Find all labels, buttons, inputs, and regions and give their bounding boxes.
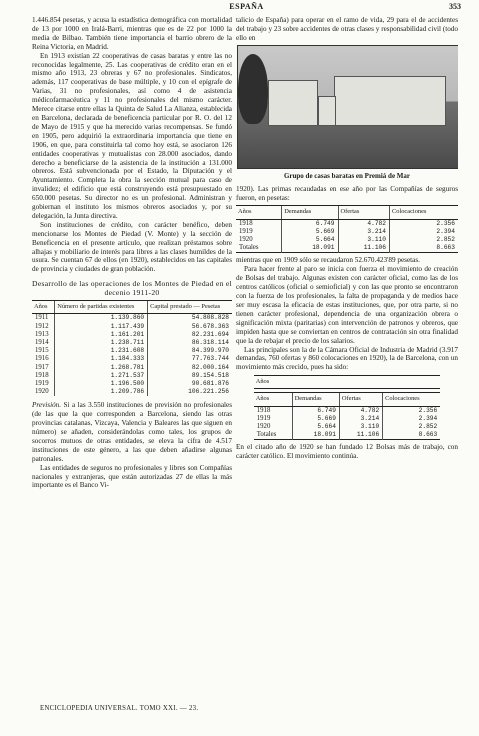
table-cell: 1919	[239, 227, 253, 235]
table-cell: 1920	[35, 388, 49, 396]
section-label: Previsión.	[32, 401, 62, 410]
table-cell: 1919	[35, 379, 49, 387]
left-column	[32, 16, 232, 700]
table-cell: 3.110	[338, 236, 389, 244]
paragraph: mientras que en 1909 sólo se recaudaron 52.670.423'89 pesetas.	[236, 256, 420, 265]
table-cell: 1917	[35, 363, 49, 371]
montes-table-title: Desarrollo de las operaciones de los Montes de Piedad en el decenio 1911-20	[32, 279, 232, 298]
table-cell: 1.231.608	[55, 347, 148, 355]
table-row	[32, 314, 232, 323]
paragraph: Las entidades de seguros no profesionales y libres son Compañías nacionales y extranjeras, que están autorizadas 27 de ellas la más importante es el Banco Vi-	[32, 463, 232, 490]
page-footer: ENCICLOPEDIA UNIVERSAL. TOMO XXI. — 23.	[40, 705, 199, 712]
table-row	[32, 355, 232, 363]
column-header: Demandas	[282, 206, 338, 219]
table-cell: 6.749	[282, 219, 338, 228]
total-cell: 18.091	[282, 244, 338, 253]
table-row	[32, 323, 232, 331]
total-label: Totales	[239, 244, 259, 252]
paragraph: 1.446.854 pesetas, y acusa la estadística demográfica con mortalidad de 13 por 1000 en Iralá-Barri, mientras que es de 22 por 1000 la media de Bilbao. También tiene importancia el barrio obrero de la Reina Victoria, en Madrid.	[32, 16, 232, 51]
table-cell: 56.678.363	[148, 323, 232, 331]
bolsas-trabajo-table	[254, 375, 440, 389]
photo-casas-baratas	[237, 45, 458, 169]
total-label: Totales	[256, 431, 277, 439]
page-number: 353	[449, 2, 461, 11]
table-row	[254, 423, 440, 431]
table-cell: 1916	[35, 355, 49, 363]
column-header: Ofertas	[339, 393, 382, 406]
tree-shape	[238, 54, 268, 124]
paragraph	[32, 401, 232, 463]
column-header: Años	[254, 393, 292, 406]
table-row	[32, 388, 232, 396]
paragraph: Las principales son la de la Cámara Oficial de Industria de Madrid (3.917 demandas, 760 ofertas y 860 colocaciones en 1920), la de Barcelona, con un movimiento más crecido, pues ha sido:	[236, 345, 458, 372]
table-cell: 6.749	[292, 406, 339, 415]
building-shape	[318, 96, 336, 126]
table-cell: 5.669	[282, 228, 338, 236]
table-cell: 2.356	[389, 219, 458, 228]
total-cell: 8.663	[383, 431, 441, 440]
column-header: Colocaciones	[383, 393, 441, 406]
table-cell: 1920	[239, 236, 253, 244]
table-cell: 1.268.781	[55, 364, 148, 372]
table-cell: 1.196.500	[55, 380, 148, 388]
paragraph: 1920). Las primas recaudadas en ese año por las Compañías de seguros fueron, en pesetas:	[236, 184, 458, 202]
table-cell: 1.209.786	[55, 388, 148, 396]
table-cell: 82.231.694	[148, 331, 232, 339]
table-row	[236, 228, 458, 236]
table-row	[32, 380, 232, 388]
bolsas-table	[254, 392, 440, 440]
table-cell: 1918	[239, 219, 253, 227]
paragraph: talicio de España) para operar en el ramo de vida, 29 para el de accidentes del trabajo y 23 sobre accidentes de otras clases y responsabilidad civil (todo ello en	[236, 16, 458, 42]
paragraph-text: Si a las 3.550 instituciones de previsión no profesionales (de las que la que corresponden a Barcelona, siendo las otras provincias catalanas, Vizcaya, Valencia y Baleares las que siguen en número) se añaden, considerándolas como tales, los grupos de socorros mutuos de otras entidades, se eleva la cifra de 4.517 instituciones de este género, a las que deben añadirse algunas patronales.	[32, 401, 232, 463]
table-row	[32, 331, 232, 339]
table-cell: 2.852	[389, 236, 458, 244]
table-cell: 4.782	[338, 219, 389, 228]
table-row	[32, 372, 232, 380]
table-cell: 1920	[256, 423, 271, 431]
running-title: ESPAÑA	[229, 2, 264, 11]
table-cell: 1914	[35, 338, 49, 346]
total-cell: 11.106	[338, 244, 389, 253]
table-cell: 1.161.201	[55, 331, 148, 339]
paragraph: En 1913 existían 22 cooperativas de casas baratas y entre las no reconocidas legalmente, 25. Las cooperativas de crédito eran en el mismo año 1913, 23 obreras y 67 no profesionales. Sindicatos, además, 117 cooperativas de base múltiple, y 10 con el epígrafe de Varias, 31 no profesionales, así como 4 de asistencia médicofarmacéutica y 11 no profesionales del mismo carácter. Merece citarse entre ellas la Quinta de Salud La Alianza, establecida en Barcelona, declarada de beneficencia particular por R. O. del 12 de Mayo de 1915 y que ha merecido varias recompensas. Se fundó en 1905, pero adquirió la extraordinaria importancia que tiene en 1906, en que, para constituirla tal como hoy está, se asociaron 126 entidades cooperativas y mutualistas con 28.000 asociados, dando derecho a beneficiarse de la asistencia de la institución a 131.000 obreros. Está subvencionada por el Estado, la Diputación y el Ayuntamiento. Completa la obra la sección mutual para caso de invalidez; el edificio que está construyendo está presupuestado en 650.000 pesetas. Su director no es un profesional. Administran y gobiernan el instituto los mismos obreros asociados y, por su delegación, la Junta directiva.	[32, 51, 232, 220]
table-cell: 1915	[35, 347, 49, 355]
table-cell: 1911	[35, 314, 49, 322]
table-cell: 1918	[35, 371, 49, 379]
table-cell: 1918	[256, 406, 271, 414]
table-cell: 2.394	[389, 228, 458, 236]
page-header	[32, 2, 461, 14]
table-cell: 1.117.439	[55, 323, 148, 331]
table-cell: 1.271.537	[55, 372, 148, 380]
montes-de-piedad-table	[32, 300, 232, 396]
table-row	[32, 364, 232, 372]
table-cell: 2.394	[383, 415, 441, 423]
column-header: Ofertas	[338, 206, 389, 219]
column-header: Demandas	[292, 393, 339, 406]
table-cell: 3.110	[339, 423, 382, 431]
table-cell: 54.808.828	[148, 314, 232, 323]
table-row	[254, 415, 440, 423]
paragraph: Son instituciones de crédito, con carácter benéfico, deben mencionarse los Montes de Piedad (V. Monte) y la sección de Beneficencia en el presente artículo, que realizan préstamos sobre alhajas y mobiliario de interés para libres a las clases humildes de la usura. Se cuentan 67 de ellos (en 1920), establecidos en las capitales de provincia y ciudades de gran población.	[32, 220, 232, 274]
table-cell: 77.763.744	[148, 355, 232, 363]
column-header: Años	[32, 301, 55, 314]
column-header: Capital prestado — Pesetas	[148, 301, 232, 314]
table-cell: 106.221.256	[148, 388, 232, 396]
table-cell: 89.154.518	[148, 372, 232, 380]
total-cell: 18.091	[292, 431, 339, 440]
table-cell: 1.184.333	[55, 355, 148, 363]
seguros-table	[236, 205, 458, 253]
table-cell: 1912	[35, 322, 49, 330]
column-header: Número de partidas existentes	[55, 301, 148, 314]
total-cell: 11.106	[339, 431, 382, 440]
table-cell: 1913	[35, 330, 49, 338]
table-cell: 5.664	[292, 423, 339, 431]
column-header: Años	[254, 376, 440, 389]
paragraph: Para hacer frente al paro se inicia con fuerza el movimiento de creación de Bolsas del trabajo. Algunas existen con carácter oficial, como las de los centros católicos (oficial o semioficial) y con las que pronto se encontraron con la fuerza de los profesionales, la falta de propaganda y de medios hace ser muy escasa la eficacia de estas instituciones, que, por otra parte, si no tienen carácter profesional, dependencia de una organización obrera o significación mixta (paritarias) con intervención de patronos y obreros, que impiden hasta que se conviertan en centros de contratación sin otra finalidad que la de rebajar el precio de los salarios.	[236, 265, 458, 345]
table-cell: 1919	[256, 414, 271, 422]
table-cell: 82.000.164	[148, 364, 232, 372]
table-row	[236, 219, 458, 228]
table-cell: 84.399.970	[148, 347, 232, 355]
column-header: Colocaciones	[389, 206, 458, 219]
table-row	[236, 236, 458, 244]
table-row	[32, 339, 232, 347]
table-cell: 90.681.876	[148, 380, 232, 388]
table-cell: 2.356	[383, 406, 441, 415]
table-cell: 1.139.860	[55, 314, 148, 323]
table-cell: 1.238.711	[55, 339, 148, 347]
table-cell: 5.664	[282, 236, 338, 244]
table-row	[254, 406, 440, 415]
paragraph: En el citado año de 1920 se han fundado 12 Bolsas más de trabajo, con carácter católico. El movimiento continúa.	[236, 443, 458, 461]
table-cell: 3.214	[339, 415, 382, 423]
column-header: Años	[236, 206, 282, 219]
building-shape	[334, 76, 446, 126]
table-cell: 4.782	[339, 406, 382, 415]
photo-caption: Grupo de casas baratas en Premiá de Mar	[283, 171, 411, 180]
table-cell: 2.852	[383, 423, 441, 431]
table-row	[32, 347, 232, 355]
total-cell: 8.663	[389, 244, 458, 253]
table-cell: 3.214	[338, 228, 389, 236]
table-cell: 5.669	[292, 415, 339, 423]
building-shape	[268, 80, 318, 126]
right-column	[236, 16, 458, 700]
table-cell: 86.318.114	[148, 339, 232, 347]
